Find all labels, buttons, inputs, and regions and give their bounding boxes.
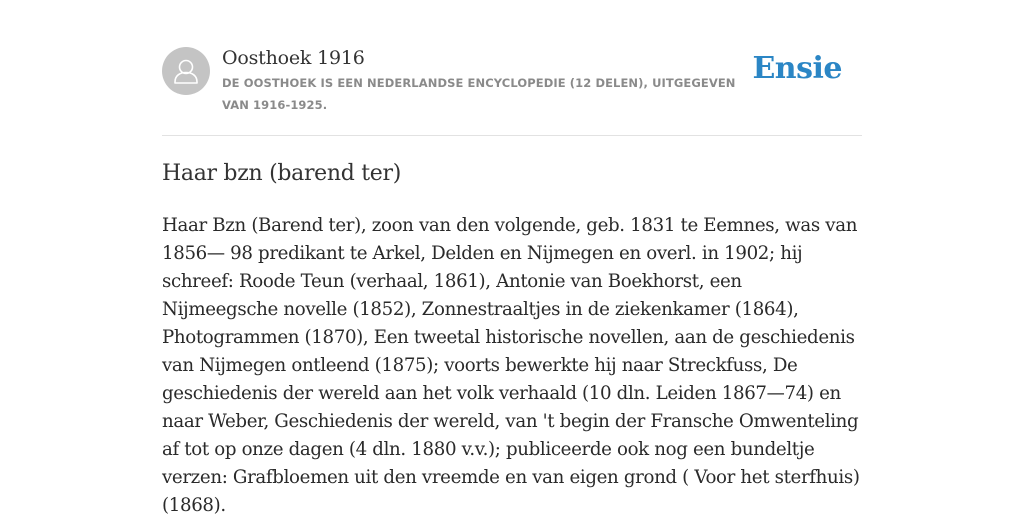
source-description: DE OOSTHOEK IS EEN NEDERLANDSE ENCYCLOPEDIE (12 DELEN), UITGEGEVEN VAN 1916-1925. — [222, 76, 736, 112]
page-content — [162, 0, 862, 516]
entry-title: Haar bzn (barend ter) — [162, 161, 401, 186]
source-header — [162, 0, 862, 136]
brand-logo[interactable]: Ensie — [752, 51, 842, 86]
user-icon — [162, 47, 210, 95]
source-avatar[interactable] — [162, 47, 210, 95]
entry-body: Haar Bzn (Barend ter), zoon van den volgende, geb. 1831 te Eemnes, was van 1856— 98 predikant te Arkel, Delden en Nijmegen en overl. in 1902; hij schreef: Roode Teun (verhaal, 1861), Antonie van Boekhorst, een Nijmeegsche novelle (1852), Zonnestraaltjes in de ziekenkamer (1864), Photogrammen (1870), Een tweetal historische novellen, aan de geschiedenis van Nijmegen ontleend (1875); voorts bewerkte hij naar Streckfuss, De geschiedenis der wereld aan het volk verhaald (10 dln. Leiden 1867—74) en naar Weber, Geschiedenis der wereld, van 't begin der Fransche Omwenteling af tot op onze dagen (4 dln. 1880 v.v.); publiceerde ook nog een bundeltje verzen: Grafbloemen uit den vreemde en van eigen grond ( Voor het sterfhuis) (1868). — [162, 215, 860, 516]
source-title[interactable]: Oosthoek 1916 — [222, 47, 365, 69]
